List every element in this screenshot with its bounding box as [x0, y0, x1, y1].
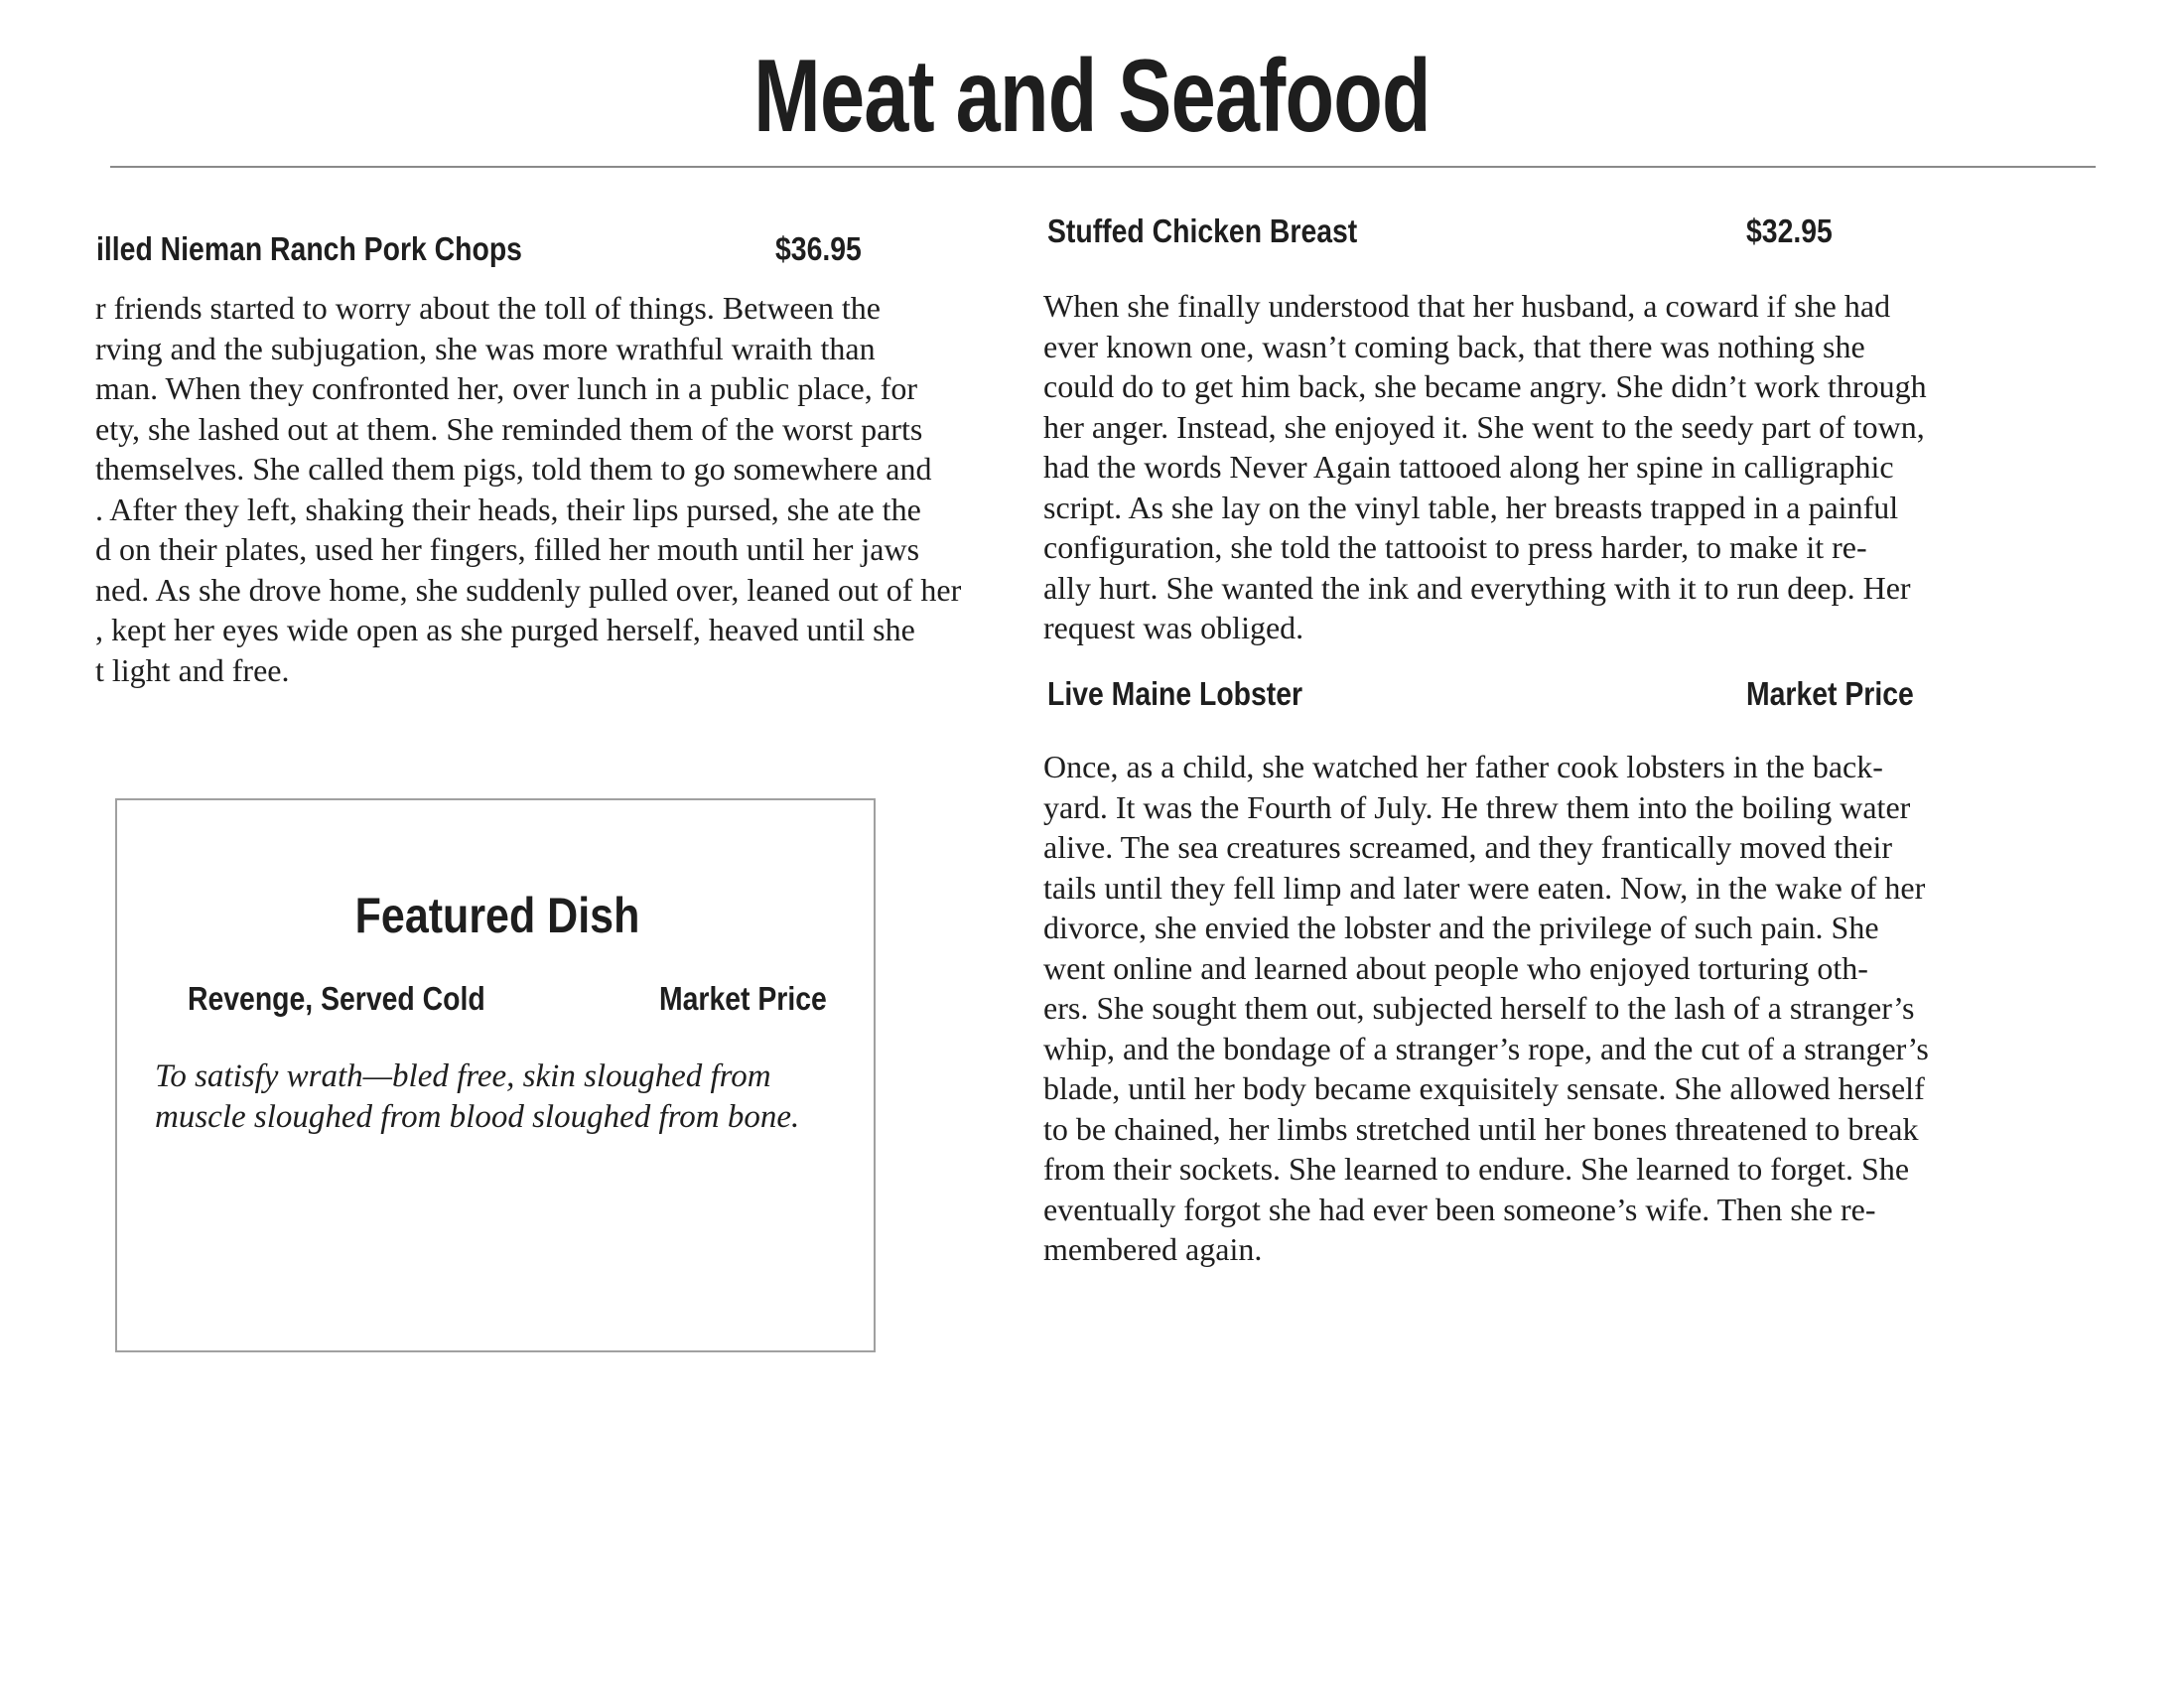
description-line: rving and the subjugation, she was more wrathful wraith than: [95, 330, 876, 366]
description-line: ers. She sought them out, subjected herself to the lash of a stranger’s: [1043, 990, 1915, 1026]
description-line: yard. It was the Fourth of July. He threw them into the boiling water: [1043, 788, 1911, 825]
featured-dish-name: Revenge, Served Cold: [188, 980, 485, 1017]
description-line: blade, until her body became exquisitely sensate. She allowed herself: [1043, 1070, 1925, 1106]
description-line: ned. As she drove home, she suddenly pulled over, leaned out of her: [95, 571, 962, 608]
description-line: themselves. She called them pigs, told them to go somewhere and: [95, 451, 932, 487]
menu-item-price: $32.95: [1746, 212, 1833, 249]
description-line: eventually forgot she had ever been someone’s wife. Then she re-: [1043, 1191, 1876, 1227]
menu-item-name: illed Nieman Ranch Pork Chops: [96, 230, 522, 267]
description-line: alive. The sea creatures screamed, and they frantically moved their: [1043, 829, 1893, 865]
menu-item-description: [95, 288, 1023, 690]
description-line: divorce, she envied the lobster and the privilege of such pain. She: [1043, 910, 1879, 945]
description-line: membered again.: [1043, 1231, 1263, 1267]
description-line: muscle sloughed from blood sloughed from bone.: [155, 1099, 800, 1135]
featured-dish-box: [115, 798, 876, 1352]
menu-item-description: [1043, 747, 2056, 1270]
menu-item-price: Market Price: [1746, 675, 1914, 712]
menu-item-name: Live Maine Lobster: [1047, 675, 1303, 712]
page-title: Meat and Seafood: [753, 39, 1431, 154]
description-line: , kept her eyes wide open as she purged herself, heaved until she: [95, 612, 915, 647]
description-line: ety, she lashed out at them. She reminded them of the worst parts: [95, 410, 923, 447]
description-line: request was obliged.: [1043, 610, 1304, 645]
description-line: to be chained, her limbs stretched until her bones threatened to break: [1043, 1110, 1919, 1147]
description-line: t light and free.: [95, 651, 290, 688]
menu-item-name: Stuffed Chicken Breast: [1047, 212, 1358, 249]
featured-dish-heading: Featured Dish: [354, 888, 640, 943]
description-line: tails until they fell limp and later were eaten. Now, in the wake of her: [1043, 869, 1926, 906]
menu-item-description: [1043, 286, 2056, 648]
description-line: d on their plates, used her fingers, filled her mouth until her jaws: [95, 531, 920, 567]
description-line: To satisfy wrath—bled free, skin sloughed from: [155, 1058, 771, 1094]
description-line: ever known one, wasn’t coming back, that there was nothing she: [1043, 328, 1865, 364]
description-line: configuration, she told the tattooist to press harder, to make it re-: [1043, 529, 1867, 565]
description-line: had the words Never Again tattooed along her spine in calligraphic: [1043, 449, 1894, 485]
description-line: could do to get him back, she became angry. She didn’t work through: [1043, 368, 1927, 404]
description-line: went online and learned about people who enjoyed torturing oth-: [1043, 949, 1868, 986]
description-line: Once, as a child, she watched her father cook lobsters in the back-: [1043, 749, 1883, 784]
description-line: whip, and the bondage of a stranger’s rope, and the cut of a stranger’s: [1043, 1030, 1929, 1066]
description-line: man. When they confronted her, over lunch in a public place, for: [95, 370, 918, 406]
featured-dish-description: [155, 1056, 850, 1138]
description-line: When she finally understood that her husband, a coward if she had: [1043, 288, 1891, 324]
description-line: script. As she lay on the vinyl table, her breasts trapped in a painful: [1043, 489, 1899, 525]
description-line: r friends started to worry about the toll of things. Between the: [95, 290, 881, 326]
menu-item-price: $36.95: [775, 230, 862, 267]
description-line: ally hurt. She wanted the ink and everything with it to run deep. Her: [1043, 569, 1911, 606]
left-column-clip: [0, 0, 1023, 715]
featured-dish-price: Market Price: [659, 980, 827, 1017]
description-line: . After they left, shaking their heads, their lips pursed, she ate the: [95, 491, 921, 527]
description-line: her anger. Instead, she enjoyed it. She went to the seedy part of town,: [1043, 408, 1925, 445]
description-line: from their sockets. She learned to endure. She learned to forget. She: [1043, 1151, 1910, 1187]
